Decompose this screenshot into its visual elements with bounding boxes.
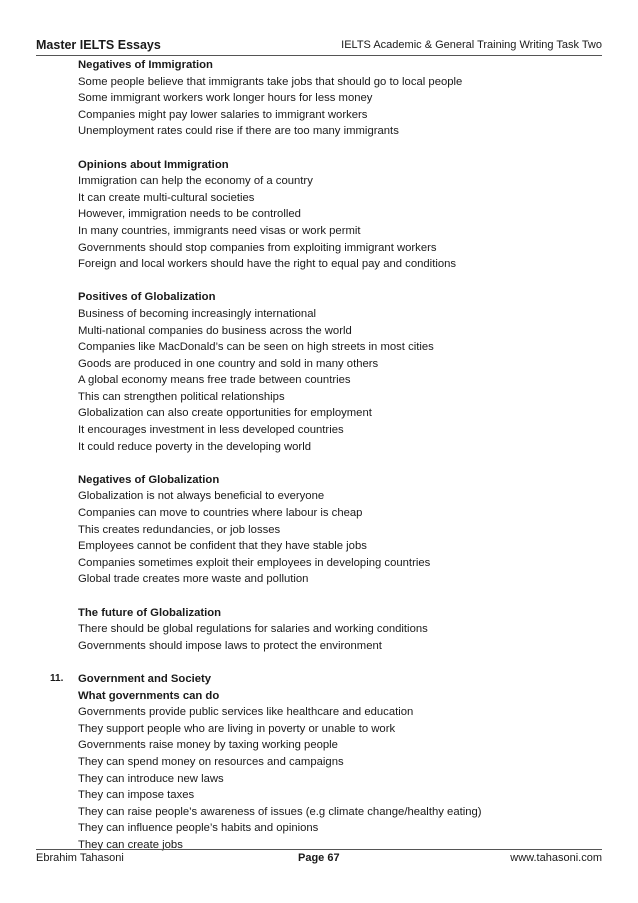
list-item: A global economy means free trade between countries bbox=[78, 374, 351, 387]
list-item: They can introduce new laws bbox=[78, 772, 224, 785]
page-header bbox=[36, 38, 602, 56]
list-item: Companies can move to countries where labour is cheap bbox=[78, 507, 363, 520]
list-item: Companies like MacDonald’s can be seen on high streets in most cities bbox=[78, 341, 434, 354]
spacer bbox=[78, 588, 598, 605]
header-subtitle: IELTS Academic & General Training Writing Task Two bbox=[341, 39, 602, 51]
section-heading: Negatives of Immigration bbox=[78, 59, 213, 71]
list-item: Goods are produced in one country and sold in many others bbox=[78, 357, 379, 370]
footer-website: www.tahasoni.com bbox=[510, 852, 602, 864]
list-item: They can impose taxes bbox=[78, 789, 195, 802]
chapter-title-row bbox=[50, 671, 598, 688]
list-item: Governments provide public services like healthcare and education bbox=[78, 706, 414, 719]
list-item: They can influence people’s habits and opinions bbox=[78, 822, 319, 835]
list-item: However, immigration needs to be controlled bbox=[78, 208, 301, 221]
section-heading: The future of Globalization bbox=[78, 606, 222, 619]
spacer bbox=[78, 273, 598, 290]
book-title: Master IELTS Essays bbox=[36, 38, 161, 52]
list-item: In many countries, immigrants need visas or work permit bbox=[78, 224, 361, 237]
list-item: Global trade creates more waste and pollution bbox=[78, 573, 309, 586]
list-item: Globalization is not always beneficial to everyone bbox=[78, 490, 325, 503]
section-heading: Positives of Globalization bbox=[78, 291, 216, 304]
section-heading: Negatives of Globalization bbox=[78, 473, 220, 486]
page-number: Page 67 bbox=[298, 852, 340, 864]
list-item: Immigration can help the economy of a country bbox=[78, 175, 313, 188]
list-item: This can strengthen political relationships bbox=[78, 390, 285, 403]
list-item: They can raise people’s awareness of issues (e.g climate change/healthy eating) bbox=[78, 805, 482, 818]
list-item: They can spend money on resources and campaigns bbox=[78, 755, 344, 768]
chapter-number: 11. bbox=[50, 672, 64, 684]
list-item: Unemployment rates could rise if there are too many immigrants bbox=[78, 125, 399, 138]
footer-author: Ebrahim Tahasoni bbox=[36, 852, 124, 864]
list-item: Companies might pay lower salaries to immigrant workers bbox=[78, 108, 368, 121]
page-content bbox=[50, 57, 598, 854]
list-item: It can create multi-cultural societies bbox=[78, 191, 255, 204]
section-heading: What governments can do bbox=[78, 689, 220, 702]
list-item: Some people believe that immigrants take jobs that should go to local people bbox=[78, 75, 463, 88]
spacer bbox=[78, 455, 598, 472]
list-item: They can create jobs bbox=[78, 838, 183, 851]
list-item: They support people who are living in poverty or unable to work bbox=[78, 722, 396, 735]
list-item: Companies sometimes exploit their employees in developing countries bbox=[78, 556, 431, 569]
spacer bbox=[78, 140, 598, 157]
spacer bbox=[78, 654, 598, 671]
list-item: Governments should stop companies from exploiting immigrant workers bbox=[78, 241, 437, 254]
list-item: This creates redundancies, or job losses bbox=[78, 523, 281, 536]
list-item: It could reduce poverty in the developing world bbox=[78, 440, 311, 453]
list-item: Some immigrant workers work longer hours for less money bbox=[78, 92, 373, 105]
list-item: Governments raise money by taxing working people bbox=[78, 739, 338, 752]
list-item: Foreign and local workers should have the right to equal pay and conditions bbox=[78, 258, 457, 271]
list-item: Multi-national companies do business across the world bbox=[78, 324, 352, 337]
chapter-title: Government and Society bbox=[78, 672, 212, 685]
list-item: There should be global regulations for salaries and working conditions bbox=[78, 623, 428, 636]
section-heading: Opinions about Immigration bbox=[78, 158, 229, 171]
list-item: It encourages investment in less developed countries bbox=[78, 424, 344, 437]
list-item: Employees cannot be confident that they have stable jobs bbox=[78, 540, 367, 553]
list-item: Globalization can also create opportunities for employment bbox=[78, 407, 372, 420]
list-item: Business of becoming increasingly international bbox=[78, 307, 316, 320]
list-item: Governments should impose laws to protect the environment bbox=[78, 639, 382, 652]
page-footer bbox=[36, 849, 602, 868]
